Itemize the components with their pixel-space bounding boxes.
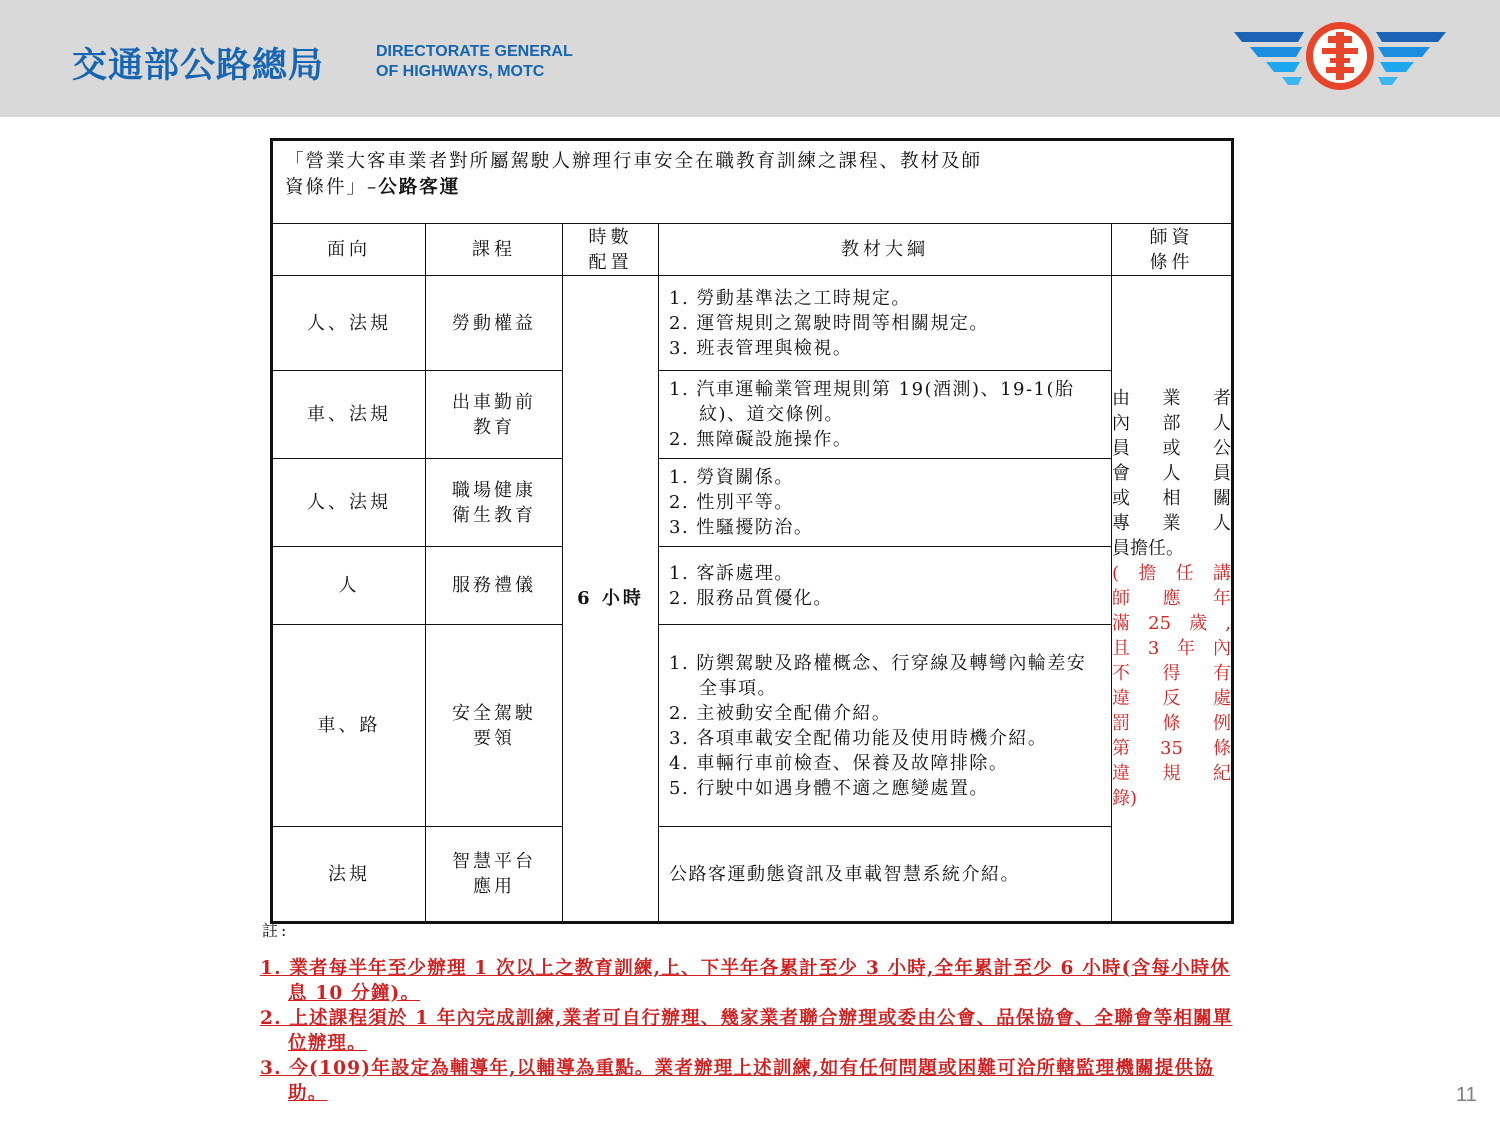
note-item: 2. 上述課程須於 1 年內完成訓練,業者可自行辦理、幾家業者聯合辦理或委由公會、品保協會、全聯會等相關單位辦理。 [260,1008,1233,1054]
row3-aspect: 人、法規 [272,459,426,547]
note-item: 1. 業者每半年至少辦理 1 次以上之教育訓練,上、下半年各累計至少 3 小時,全年累計至少 6 小時(含每小時休息 10 分鐘)。 [260,958,1231,1004]
highway-bureau-logo-icon [1232,18,1448,94]
header-band [0,0,1500,117]
row3-course: 職場健康 衛生教育 [426,459,563,547]
header-teacher: 師資 條件 [1112,224,1233,276]
row1-aspect: 人、法規 [272,276,426,371]
row4-course: 服務禮儀 [426,547,563,625]
row4-aspect: 人 [272,547,426,625]
row1-course: 勞動權益 [426,276,563,371]
org-name-chinese: 交通部公路總局 [72,46,325,86]
org-name-english-line2: OF HIGHWAYS, MOTC [376,63,545,80]
org-name-english [376,42,573,82]
header-aspect: 面向 [272,224,426,276]
header-outline: 教材大綱 [659,224,1112,276]
notes-list [260,956,1240,1106]
org-name-english-line1: DIRECTORATE GENERAL [376,43,573,60]
row2-course: 出車勤前 教育 [426,371,563,459]
note-item: 3. 今(109)年設定為輔導年,以輔導為重點。業者辦理上述訓練,如有任何問題或困難可洽所轄監理機關提供協助。 [260,1058,1214,1104]
row4-outline: 1. 客訴處理。 2. 服務品質優化。 [659,547,1112,625]
page-number: 11 [1456,1084,1477,1106]
caption-line2: 資條件」–公路客運 [285,177,461,198]
table-caption [272,140,1233,224]
caption-line1: 「營業大客車業者對所屬駕駛人辦理行車安全在職教育訓練之課程、教材及師 [285,151,983,172]
teacher-requirements: 由業者 內部人 員或公 會人員 或相關 專業人 員擔任。 (擔任講 師應年 滿25歲, 且3年內 不得有 違反處 罰條例 第35條 違規紀 錄) [1112,276,1233,923]
row2-aspect: 車、法規 [272,371,426,459]
row5-course: 安全駕駛 要領 [426,625,563,827]
row5-aspect: 車、路 [272,625,426,827]
row1-outline: 1. 勞動基準法之工時規定。 2. 運管規則之駕駛時間等相關規定。 3. 班表管理與檢視。 [659,276,1112,371]
header-hours: 時數 配置 [563,224,659,276]
header-course: 課程 [426,224,563,276]
row3-outline: 1. 勞資關係。 2. 性別平等。 3. 性騷擾防治。 [659,459,1112,547]
training-course-table [270,138,1234,924]
row2-outline: 1. 汽車運輸業管理規則第 19(酒測)、19-1(胎紋)、道交條例。 2. 無障礙設施操作。 [659,371,1112,459]
row6-course: 智慧平台 應用 [426,827,563,923]
notes-title: 註: [262,921,290,940]
row6-outline: 公路客運動態資訊及車載智慧系統介紹。 [659,827,1112,923]
row5-outline: 1. 防禦駕駛及路權概念、行穿線及轉彎內輪差安全事項。 2. 主被動安全配備介紹。 3. 各項車載安全配備功能及使用時機介紹。 4. 車輛行車前檢查、保養及故障排除。 5. 行駛中如遇身體不適之應變處置。 [659,625,1112,827]
row6-aspect: 法規 [272,827,426,923]
hours-value: 6 小時 [563,276,659,923]
